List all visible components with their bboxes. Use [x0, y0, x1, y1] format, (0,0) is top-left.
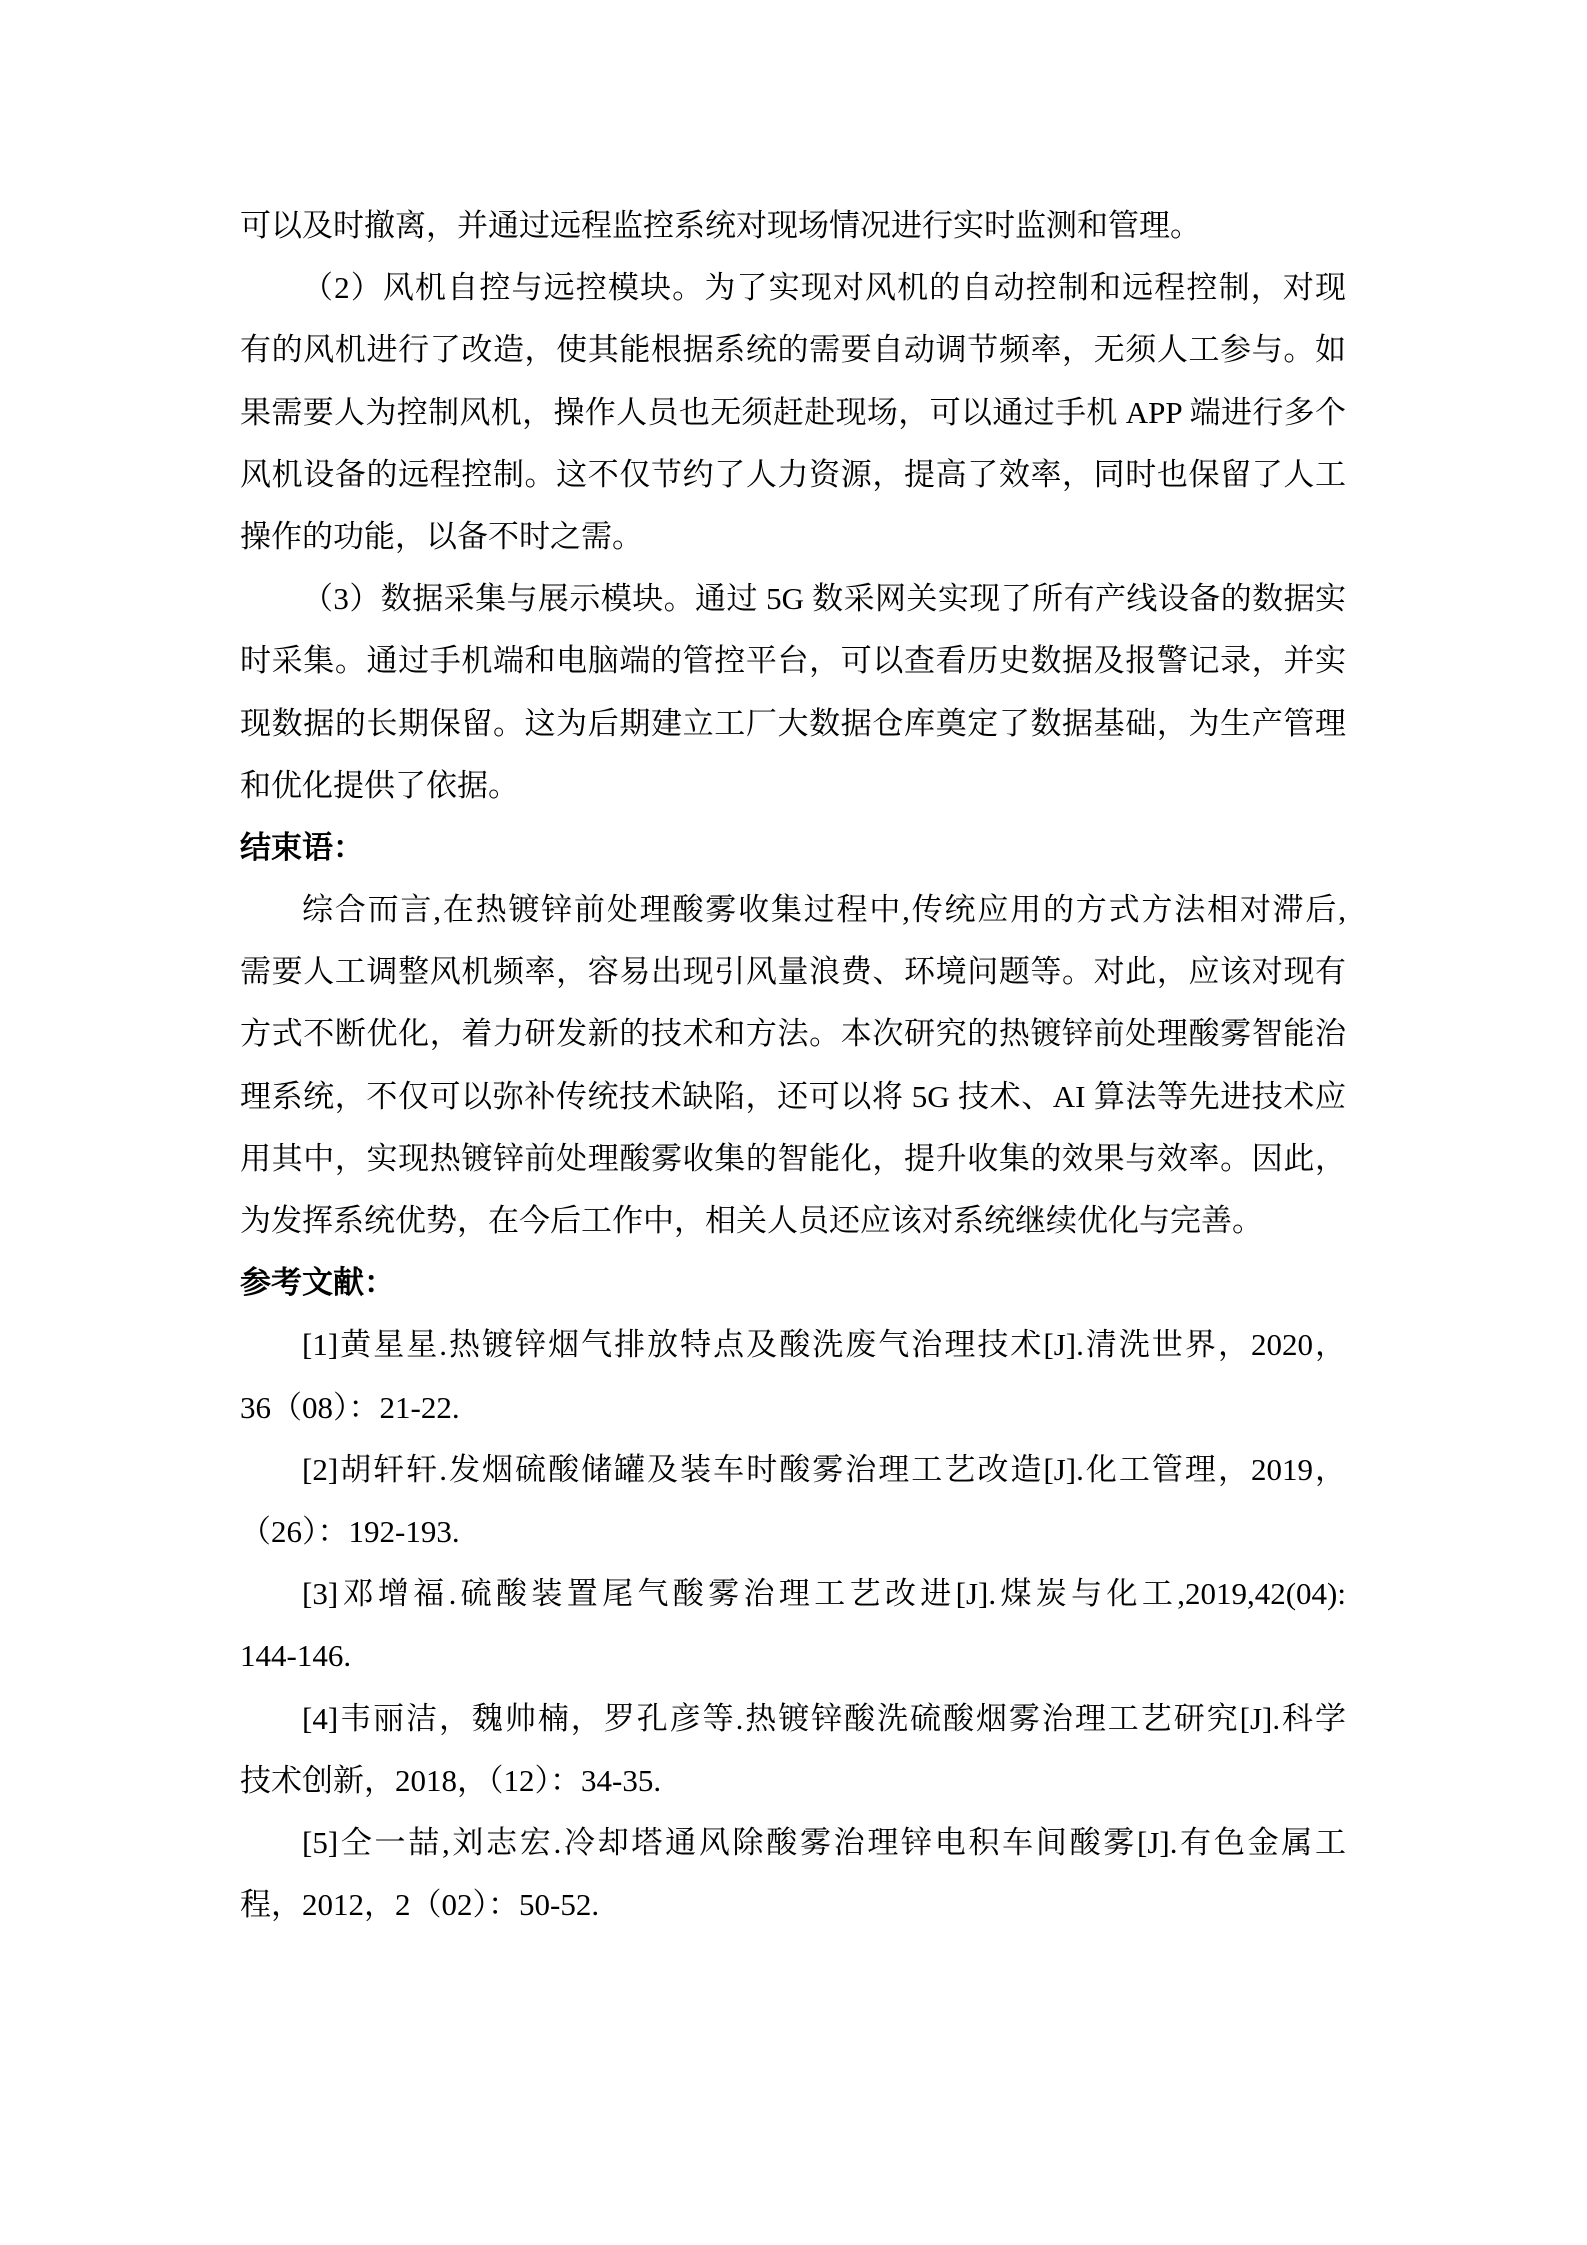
references-heading: 参考文献：: [240, 1265, 395, 1301]
reference-entry-line: [5]仝一喆,刘志宏.冷却塔通风除酸雾治理锌电积车间酸雾[J].有色金属工: [302, 1824, 1346, 1860]
body-text-line: 方式不断优化，着力研发新的技术和方法。本次研究的热镀锌前处理酸雾智能治: [240, 1016, 1346, 1052]
body-text-line: （2）风机自控与远控模块。为了实现对风机的自动控制和远程控制，对现: [302, 270, 1346, 306]
reference-entry-line: 36（08）：21-22.: [240, 1389, 460, 1425]
body-text-line: （3）数据采集与展示模块。通过 5G 数采网关实现了所有产线设备的数据实: [302, 581, 1346, 617]
body-text-line: 果需要人为控制风机，操作人员也无须赶赴现场，可以通过手机 APP 端进行多个: [240, 394, 1346, 430]
body-text-line: 理系统，不仅可以弥补传统技术缺陷，还可以将 5G 技术、AI 算法等先进技术应: [240, 1078, 1346, 1114]
body-text-line: 现数据的长期保留。这为后期建立工厂大数据仓库奠定了数据基础，为生产管理: [240, 705, 1346, 741]
body-text-line: 操作的功能，以备不时之需。: [240, 518, 643, 554]
body-text-line: 和优化提供了依据。: [240, 767, 519, 803]
body-text-line: 有的风机进行了改造，使其能根据系统的需要自动调节频率，无须人工参与。如: [240, 332, 1346, 368]
reference-entry-line: （26）：192-193.: [240, 1513, 460, 1549]
body-text-line: 可以及时撤离，并通过远程监控系统对现场情况进行实时监测和管理。: [240, 208, 1201, 243]
reference-entry-line: 程，2012，2（02）：50-52.: [240, 1887, 600, 1923]
body-text-line: 需要人工调整风机频率，容易出现引风量浪费、环境问题等。对此，应该对现有: [240, 954, 1346, 990]
reference-entry-line: 144-146.: [240, 1638, 352, 1674]
reference-entry-line: [1]黄星星.热镀锌烟气排放特点及酸洗废气治理技术[J].清洗世界，2020，: [302, 1327, 1346, 1363]
conclusion-heading: 结束语：: [240, 829, 364, 865]
body-text-line: 为发挥系统优势，在今后工作中，相关人员还应该对系统继续优化与完善。: [240, 1203, 1263, 1238]
body-text-line: 综合而言,在热镀锌前处理酸雾收集过程中,传统应用的方式方法相对滞后,: [302, 892, 1346, 928]
document-body: [240, 195, 1346, 1936]
body-text-line: 用其中，实现热镀锌前处理酸雾收集的智能化，提升收集的效果与效率。因此，: [240, 1140, 1346, 1176]
body-text-line: 时采集。通过手机端和电脑端的管控平台，可以查看历史数据及报警记录，并实: [240, 643, 1346, 679]
body-text-line: 风机设备的远程控制。这不仅节约了人力资源，提高了效率，同时也保留了人工: [240, 456, 1346, 492]
reference-entry-line: [3]邓增福.硫酸装置尾气酸雾治理工艺改进[J].煤炭与化工,2019,42(04):: [302, 1576, 1346, 1612]
reference-entry-line: [2]胡轩轩.发烟硫酸储罐及装车时酸雾治理工艺改造[J].化工管理，2019，: [302, 1451, 1346, 1487]
reference-entry-line: 技术创新，2018，（12）：34-35.: [240, 1762, 662, 1798]
reference-entry-line: [4]韦丽洁，魏帅楠，罗孔彦等.热镀锌酸洗硫酸烟雾治理工艺研究[J].科学: [302, 1700, 1346, 1736]
